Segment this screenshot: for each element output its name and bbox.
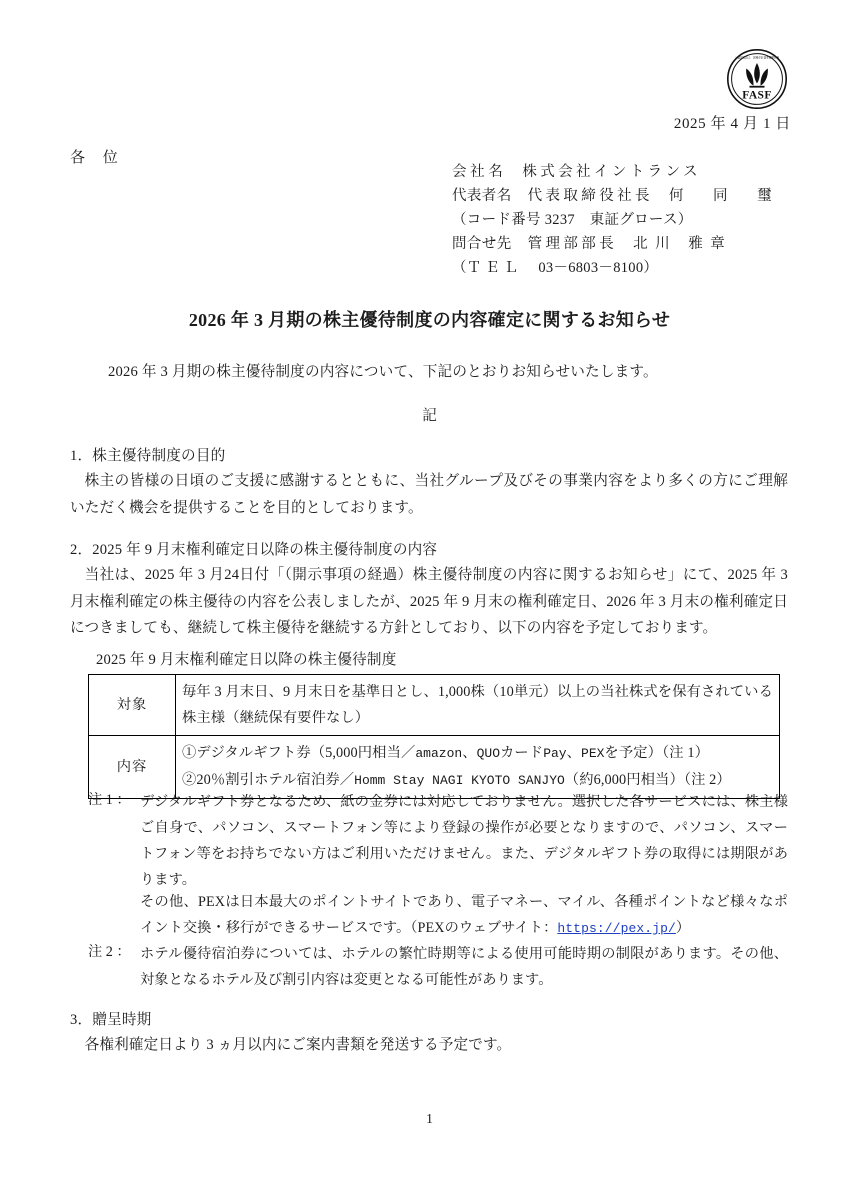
note-1-body: デジタルギフト券となるため、紙の金券には対応しておりません。選択した各サービスには、株主様ご自身で、パソコン、スマートフォン等により登録の操作が必要となりますので、パソコン、スマートフォン等をお持ちでない方はご利用いただけません。また、デジタルギフト券の取得には期限があります。 bbox=[140, 794, 788, 888]
contact-label: 問合せ先 bbox=[452, 236, 512, 252]
section-1-heading: 1．株主優待制度の目的 bbox=[70, 448, 226, 464]
representative-title: 代表取締役社長 bbox=[527, 188, 653, 204]
page-number: 1 bbox=[426, 1112, 433, 1127]
table-row bbox=[89, 675, 780, 736]
section-2-body: 当社は、2025 年 3 月24日付「（開示事項の経過）株主優待制度の内容に関するお知らせ」にて、2025 年 3 月末権利確定の株主優待の内容を公表しましたが、2025 年 9 月末の権利確定日、2026 年 3 月末の権利確定日につきましても、継続して株主優待を継続する方針としており、以下の内容を予定しております。 bbox=[70, 567, 788, 636]
note-2-label: 注 2 ： bbox=[88, 944, 131, 960]
telephone-row: （ＴＥＬ 03－6803－8100） bbox=[452, 260, 659, 276]
contact-name: 北川 雅章 bbox=[633, 236, 733, 252]
benefit-table-caption: 2025 年 9 月末権利確定日以降の株主優待制度 bbox=[96, 652, 397, 668]
company-info-block bbox=[452, 160, 785, 280]
security-code-row: （コード番号 3237 東証グロース） bbox=[452, 212, 693, 228]
note-1-pex-body: その他、PEXは日本最大のポイントサイトであり、電子マネー、マイル、各種ポイントなど様々なポイント交換・移行ができるサービスです。（PEXのウェブサイト：https://pex.jp/） bbox=[140, 894, 788, 936]
page-title: 2026 年 3 月期の株主優待制度の内容確定に関するお知らせ bbox=[188, 310, 671, 330]
note-2-body: ホテル優待宿泊券については、ホテルの繁忙時期等による使用可能時期の制限があります。その他、対象となるホテル及び割引内容は変更となる可能性があります。 bbox=[140, 946, 788, 988]
company-name-label: 会社名 bbox=[452, 164, 507, 180]
contact-row bbox=[452, 232, 785, 256]
telephone-number: 03－6803－8100 bbox=[538, 260, 644, 276]
company-name-row bbox=[452, 160, 785, 184]
benefit-item-1: ①デジタルギフト券（5,000円相当／amazon、QUOカードPay、PEXを予定）（注 1） bbox=[182, 745, 709, 761]
fasf-seal-icon bbox=[726, 48, 788, 110]
svg-text:公益財団法人 財務会計基準機構会員: 公益財団法人 財務会計基準機構会員 bbox=[734, 56, 780, 60]
contact-title: 管理部部長 bbox=[527, 236, 618, 252]
section-3-heading: 3．贈呈時期 bbox=[70, 1012, 152, 1028]
representative-row bbox=[452, 184, 785, 208]
table-cell-value-target: 毎年 3 月末日、9 月末日を基準日とし、1,000株（10単元）以上の当社株式を保有されている株主様（継続保有要件なし） bbox=[176, 675, 780, 736]
section-3-body: 各権利確定日より 3 ヵ月以内にご案内書類を発送する予定です。 bbox=[84, 1037, 512, 1053]
document-date: 2025 年 4 月 1 日 bbox=[673, 116, 791, 132]
addressee: 各 位 bbox=[70, 150, 125, 166]
pex-website-link[interactable]: https://pex.jp/ bbox=[557, 921, 676, 936]
representative-name: 何 同 璽 bbox=[668, 188, 785, 204]
table-cell-key-content: 内容 bbox=[89, 736, 176, 799]
representative-label: 代表者名 bbox=[452, 188, 512, 204]
company-name-value: 株式会社イントランス bbox=[522, 164, 701, 180]
section-1-body: 株主の皆様の日頃のご支援に感謝するとともに、当社グループ及びその事業内容をより多くの方にご理解いただく機会を提供することを目的としております。 bbox=[70, 473, 788, 516]
ki-marker: 記 bbox=[422, 408, 437, 424]
telephone-label: ＴＥＬ bbox=[466, 260, 523, 276]
table-cell-key-target: 対象 bbox=[89, 675, 176, 736]
note-1-label: 注 1 ： bbox=[88, 792, 131, 808]
svg-text:FASF: FASF bbox=[742, 89, 772, 102]
lead-paragraph: 2026 年 3 月期の株主優待制度の内容について、下記のとおりお知らせいたします。 bbox=[108, 364, 658, 380]
section-2-heading: 2．2025 年 9 月末権利確定日以降の株主優待制度の内容 bbox=[70, 542, 438, 558]
benefit-item-2: ②20％割引ホテル宿泊券／Homm Stay NAGI KYOTO SANJYO（約6,000円相当）（注 2） bbox=[182, 772, 731, 788]
benefit-table bbox=[88, 674, 780, 799]
